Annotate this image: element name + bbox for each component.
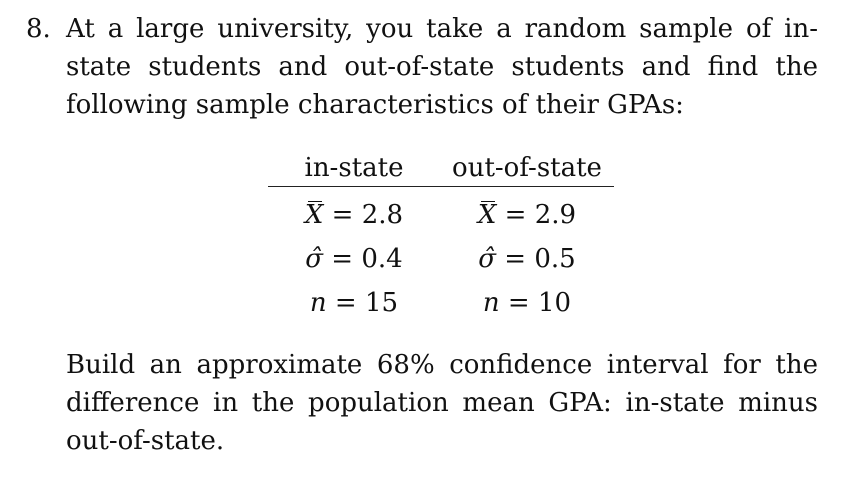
problem-question: Build an approximate 68% confidence interval for the difference in the population mean GPA: in-state minus out-of-state. xyxy=(66,350,818,456)
mean-in-state-cell: X = 2.8 xyxy=(304,200,404,230)
table-row xyxy=(268,281,614,325)
sample-stats-table-wrap xyxy=(268,150,614,325)
table-row xyxy=(268,237,614,281)
sd-in-state-cell: σ̂ = 0.4 xyxy=(305,244,403,274)
problem-intro: At a large university, you take a random sample of in-state students and out-of-state students and find the following sample characteristics of their GPAs: xyxy=(66,14,818,120)
n-in-state: 15 xyxy=(364,288,399,318)
problem-number: 8. xyxy=(26,14,51,44)
n-out-of-state: 10 xyxy=(537,288,572,318)
mean-out-of-state-cell: X = 2.9 xyxy=(477,200,577,230)
header-in-state: in-state xyxy=(268,150,440,187)
sample-stats-table xyxy=(268,150,614,325)
sd-out-of-state: 0.5 xyxy=(534,244,576,274)
sd-in-state: 0.4 xyxy=(361,244,403,274)
n-out-of-state-cell: n = 10 xyxy=(482,288,572,318)
table-row xyxy=(268,187,614,238)
sd-out-of-state-cell: σ̂ = 0.5 xyxy=(478,244,576,274)
n-in-state-cell: n = 15 xyxy=(309,288,399,318)
mean-out-of-state: 2.9 xyxy=(534,200,577,230)
mean-in-state: 2.8 xyxy=(361,200,404,230)
problem-block xyxy=(26,10,826,124)
header-out-of-state: out-of-state xyxy=(440,150,614,187)
